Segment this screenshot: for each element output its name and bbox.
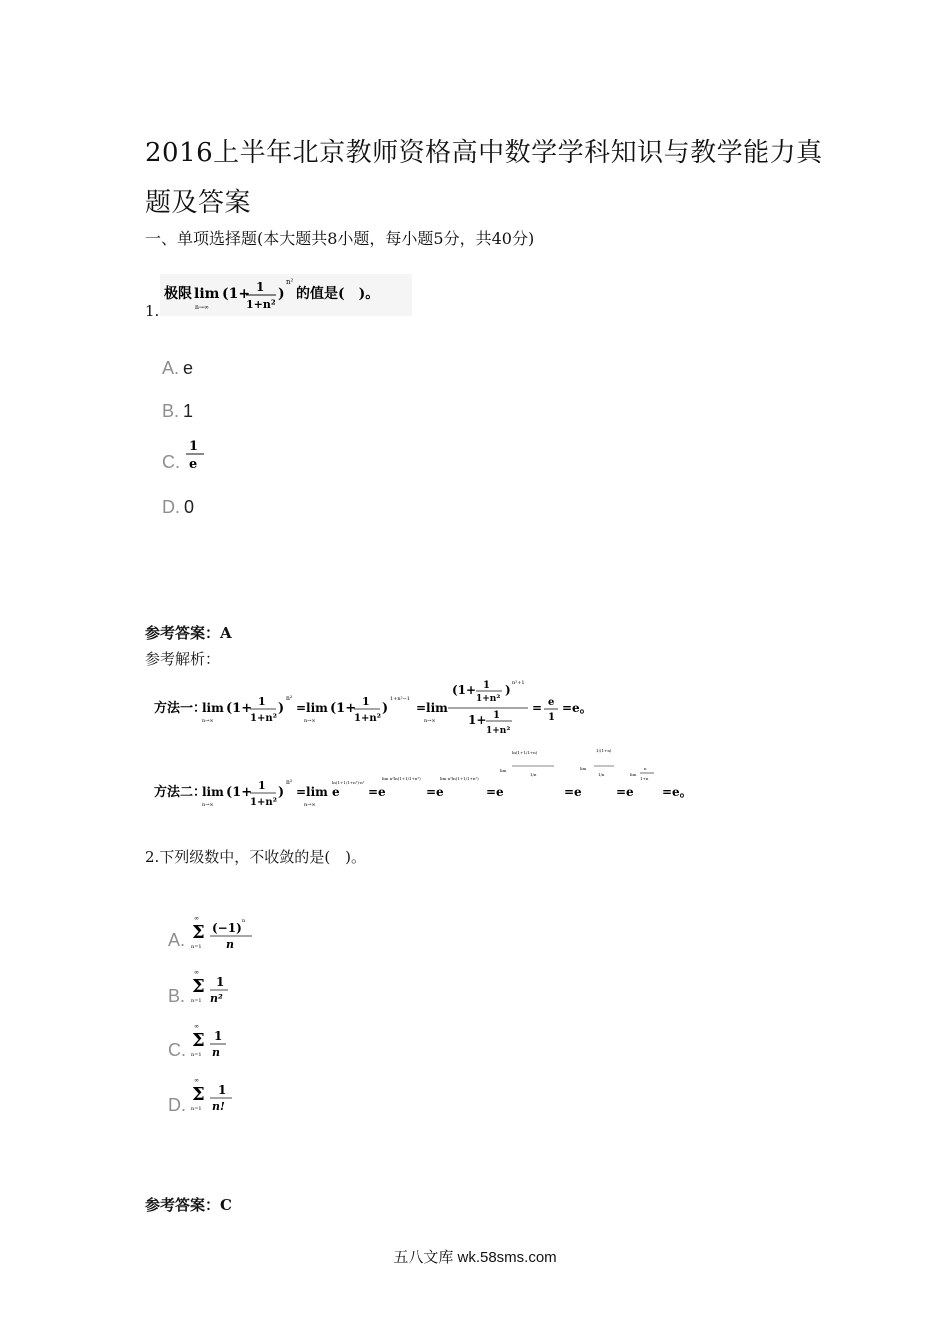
option-letter: D. (162, 497, 180, 517)
svg-text:Σ: Σ (192, 922, 205, 943)
svg-text:n=1: n=1 (191, 1106, 202, 1112)
svg-text:e: e (189, 457, 198, 472)
svg-text:n→∞: n→∞ (202, 802, 214, 808)
svg-text:1+n²: 1+n² (246, 298, 276, 311)
svg-text:lim n²ln(1+1/1+n²): lim n²ln(1+1/1+n²) (440, 776, 479, 781)
svg-text:lim: lim (202, 785, 224, 799)
option-letter: A. (162, 358, 180, 378)
option-letter: C. (168, 1040, 186, 1060)
svg-text:1/n: 1/n (598, 772, 605, 777)
svg-text:(1+: (1+ (452, 683, 477, 697)
svg-text:1: 1 (258, 695, 266, 708)
svg-text:=e: =e (368, 785, 386, 799)
svg-text:): ) (278, 785, 285, 800)
svg-text:e: e (548, 697, 555, 708)
svg-text:1+n²: 1+n² (250, 713, 277, 724)
svg-text:n→∞: n→∞ (304, 802, 316, 808)
svg-text:ln(1+1/1+n): ln(1+1/1+n) (512, 750, 538, 755)
question-2-option-d (168, 1095, 190, 1116)
question-1-stem-image (160, 274, 412, 316)
svg-text:(1+: (1+ (330, 701, 357, 716)
svg-text:n²+1: n²+1 (512, 680, 525, 686)
question-2-option-a (168, 930, 189, 951)
svg-text:1: 1 (258, 779, 266, 792)
question-1-answer: 参考答案：A (145, 624, 232, 642)
svg-text:∞: ∞ (194, 915, 199, 922)
question-1-stem-suffix: 的值是( )。 (296, 286, 380, 302)
svg-text:=e。: =e。 (562, 701, 592, 715)
svg-text:=e: =e (564, 785, 582, 799)
svg-text:=e: =e (426, 785, 444, 799)
question-2-option-c (168, 1040, 190, 1061)
svg-text:1: 1 (362, 695, 370, 708)
svg-text:∞: ∞ (194, 1023, 199, 1030)
svg-text:=e: =e (616, 785, 634, 799)
method-1-label: 方法一： (154, 701, 207, 716)
svg-text:n=1: n=1 (191, 944, 202, 950)
svg-text:lim: lim (194, 286, 220, 302)
svg-text:1+n²: 1+n² (476, 694, 501, 704)
svg-text:): ) (382, 701, 389, 716)
option-text: 1 (183, 401, 194, 421)
question-1-option-a (162, 358, 193, 379)
svg-text:n→∞: n→∞ (304, 718, 316, 724)
question-1-stem-prefix: 极限 (164, 286, 192, 302)
option-letter: D. (168, 1095, 186, 1115)
method-2-formula (150, 746, 710, 810)
svg-text:n²: n² (286, 695, 293, 702)
option-letter: A. (168, 930, 186, 950)
option-text: 0 (184, 497, 195, 517)
svg-text:(1+: (1+ (226, 785, 253, 800)
svg-text:1/(1+n): 1/(1+n) (596, 748, 612, 753)
svg-text:): ) (278, 286, 285, 302)
svg-text:lim: lim (630, 772, 637, 777)
svg-text:1+n²: 1+n² (354, 713, 381, 724)
svg-text:1: 1 (548, 712, 555, 723)
svg-text:∞: ∞ (194, 969, 199, 976)
svg-text:=e。: =e。 (662, 785, 692, 799)
svg-text:lim: lim (500, 768, 507, 773)
svg-text:1+n: 1+n (640, 776, 649, 781)
section-heading: 一、单项选择题(本大题共8小题，每小题5分，共40分) (145, 229, 535, 248)
svg-text:=lim e: =lim e (296, 785, 340, 799)
svg-text:1+n²: 1+n² (250, 797, 277, 808)
svg-text:n²: n² (286, 779, 293, 786)
svg-text:lim: lim (580, 766, 587, 771)
svg-text:1+: 1+ (468, 713, 487, 727)
svg-text:n: n (242, 918, 246, 924)
svg-text:n: n (644, 766, 647, 771)
method-2-label: 方法二： (154, 785, 207, 800)
method-1-formula (150, 676, 720, 740)
svg-text:∞: ∞ (194, 1077, 199, 1084)
svg-text:lim n²ln(1+1/1+n²): lim n²ln(1+1/1+n²) (382, 776, 421, 781)
footer-watermark: 五八文库 wk.58sms.com (393, 1249, 557, 1266)
svg-text:n²: n² (210, 992, 223, 1005)
svg-text:n→∞: n→∞ (195, 304, 209, 311)
svg-text:1: 1 (493, 710, 500, 721)
svg-text:1/n: 1/n (530, 772, 537, 777)
svg-text:1: 1 (214, 1029, 223, 1043)
svg-text:=lim: =lim (416, 701, 448, 715)
svg-text:1+n²: 1+n² (486, 726, 511, 736)
question-2-stem: 2.下列级数中，不收敛的是( )。 (145, 848, 367, 866)
svg-text:n: n (212, 1046, 220, 1059)
svg-text:): ) (505, 683, 511, 697)
svg-text:1: 1 (189, 439, 199, 454)
svg-text:lim: lim (202, 701, 224, 715)
question-2-option-b (168, 986, 189, 1007)
svg-text:): ) (278, 701, 285, 716)
document-title: 2016上半年北京教师资格高中数学学科知识与教学能力真题及答案 (145, 138, 823, 218)
svg-text:Σ: Σ (192, 1030, 205, 1051)
question-1-option-c-fraction (184, 436, 208, 474)
svg-text:n²: n² (286, 278, 294, 286)
svg-text:n→∞: n→∞ (424, 718, 436, 724)
svg-text:1+n²−1: 1+n²−1 (390, 696, 410, 702)
svg-text:1: 1 (216, 975, 225, 989)
svg-text:ln(1+1/1+n²)·n²: ln(1+1/1+n²)·n² (332, 780, 365, 785)
svg-text:=: = (532, 701, 543, 715)
question-2-option-a-series (190, 912, 260, 956)
option-text: e (183, 358, 194, 378)
svg-text:Σ: Σ (192, 976, 205, 997)
svg-text:n→∞: n→∞ (202, 718, 214, 724)
svg-text:(1+: (1+ (226, 701, 253, 716)
svg-text:=e: =e (486, 785, 504, 799)
question-1-option-b (162, 401, 193, 422)
svg-text:n=1: n=1 (191, 998, 202, 1004)
question-2-option-d-series (190, 1074, 242, 1118)
svg-text:1: 1 (483, 680, 490, 691)
svg-text:n=1: n=1 (191, 1052, 202, 1058)
svg-text:Σ: Σ (192, 1084, 205, 1105)
svg-text:(−1): (−1) (212, 921, 242, 935)
svg-text:=lim: =lim (296, 701, 328, 715)
option-letter: B. (162, 401, 180, 421)
svg-text:1: 1 (256, 280, 265, 294)
question-2-option-b-series (190, 966, 240, 1010)
option-letter: B. (168, 986, 186, 1006)
question-1-analysis-label: 参考解析： (145, 650, 221, 668)
svg-text:(1+: (1+ (222, 286, 251, 302)
question-2-option-c-series (190, 1020, 240, 1064)
svg-text:n!: n! (212, 1100, 225, 1113)
question-1-number: 1. (145, 302, 160, 320)
svg-text:1: 1 (218, 1083, 227, 1097)
question-1-option-d (162, 497, 194, 518)
question-2-answer: 参考答案：C (145, 1196, 232, 1214)
svg-text:n: n (226, 938, 234, 951)
option-letter: C. (162, 452, 180, 472)
question-1-option-c (162, 452, 184, 473)
